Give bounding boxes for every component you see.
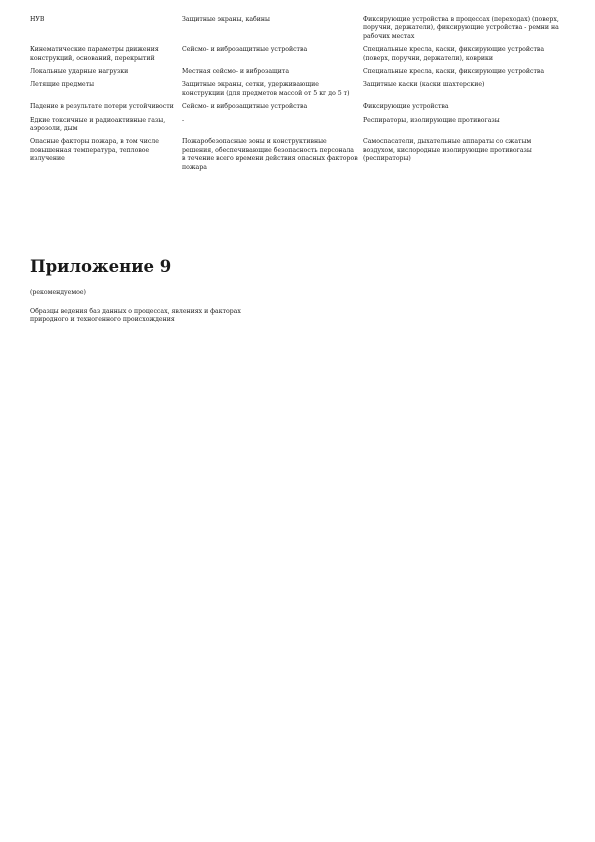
collective-protection-cell: Пожаробезопасные зоны и конструктивные решения, обеспечивающие безопасность персонала в течение всего времени действия опасных факторов пожара xyxy=(182,138,358,171)
appendix-note: (рекомендуемое) xyxy=(30,289,86,296)
individual-protection-cell: Фиксирующие устройства xyxy=(363,103,449,111)
collective-protection-cell: - xyxy=(182,116,185,124)
hazard-cell: Падение в результате потери устойчивости xyxy=(30,103,174,111)
appendix-title: Приложение 9 xyxy=(30,257,172,276)
individual-protection-cell: Фиксирующие устройства в процессах (переходах) (поверх, поручни, держатели), фиксирующие устройства - ремни на рабочих местах xyxy=(363,16,559,40)
appendix-description: Образцы ведения баз данных о процессах, явлениях и факторах природного и техногенного происхождения xyxy=(30,308,241,324)
hazard-cell: НУВ xyxy=(30,16,45,23)
hazard-cell: Кинематические параметры движения конструкций, оснований, перекрытий xyxy=(30,46,159,62)
table-row xyxy=(30,103,565,116)
collective-protection-cell: Местная сейсмо- и виброзащита xyxy=(182,68,290,76)
hazard-cell: Опасные факторы пожара, в том числе повышенная температура, тепловое излучение xyxy=(30,138,159,163)
individual-protection-cell: Специальные кресла, каски, фиксирующие устройства (поверх, поручни, держатели), коврики xyxy=(363,46,545,62)
collective-protection-cell: Защитные экраны, кабины xyxy=(182,16,270,23)
individual-protection-cell: Самоспасатели, дыхательные аппараты со сжатым воздухом, кислородные изолирующие противогазы (респираторы) xyxy=(363,138,532,163)
individual-protection-cell: Специальные кресла, каски, фиксирующие устройства xyxy=(363,68,545,76)
individual-protection-cell: Респираторы, изолирующие противогазы xyxy=(363,116,500,124)
individual-protection-cell: Защитные каски (каски шахтерские) xyxy=(363,81,485,89)
hazard-cell: Локальные ударные нагрузки xyxy=(30,68,129,76)
hazard-cell: Едкие токсичные и радиоактивные газы, аэрозоли, дым xyxy=(30,116,166,133)
collective-protection-cell: Сейсмо- и виброзащитные устройства xyxy=(182,46,308,54)
table-row xyxy=(30,68,565,81)
table-row xyxy=(30,16,565,46)
table-row xyxy=(30,138,565,177)
table-row xyxy=(30,117,565,139)
table-row xyxy=(30,81,565,103)
table-row xyxy=(30,46,565,68)
collective-protection-cell: Сейсмо- и виброзащитные устройства xyxy=(182,103,308,111)
protection-means-table xyxy=(30,16,565,177)
hazard-cell: Летящие предметы xyxy=(30,81,95,89)
collective-protection-cell: Защитные экраны, сетки, удерживающие конструкции (для предметов массой от 5 кг до 5 т) xyxy=(182,81,350,97)
